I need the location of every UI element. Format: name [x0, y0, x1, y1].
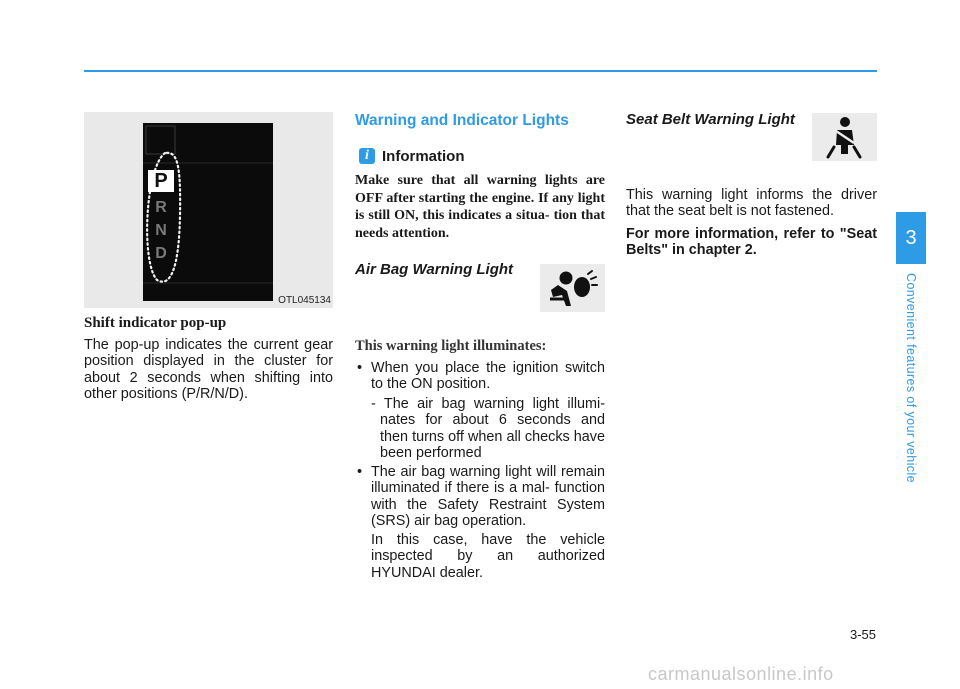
gear-p: P: [154, 170, 168, 192]
seatbelt-ref: For more information, refer to "Seat Belts" in chapter 2.: [626, 226, 877, 259]
shift-indicator-figure: [84, 112, 333, 308]
page-number: 3-55: [849, 627, 876, 642]
gear-r: R: [155, 199, 167, 216]
chapter-tab: 3: [896, 212, 926, 264]
airbag-heading: Air Bag Warning Light: [355, 261, 514, 278]
seatbelt-warning-icon: [812, 113, 877, 161]
sub-item-1: - The air bag warning light illumi- nates for about 6 seconds and then turns off when all checks have been performed: [371, 396, 605, 462]
gear-d: D: [155, 245, 167, 262]
caption-title: Shift indicator pop-up: [84, 315, 227, 331]
info-icon: i: [359, 148, 375, 164]
watermark: carmanualsonline.info: [648, 664, 834, 684]
seatbelt-heading: Seat Belt Warning Light: [626, 111, 795, 128]
gear-n: N: [155, 222, 167, 239]
chapter-title: Convenient features of your vehicle: [904, 273, 918, 483]
caption-body: The pop-up indicates the current gear position displayed in the cluster for about 2 seconds when shifting into other positions (P/R/N/D).: [84, 337, 333, 403]
bullet-2-continued: In this case, have the vehicle inspected by an authorized HYUNDAI dealer.: [371, 532, 605, 581]
bullet-dot-1: •: [357, 360, 363, 376]
figure-code: OTL045134: [278, 295, 331, 306]
illuminates-heading: This warning light illuminates:: [355, 338, 547, 354]
airbag-warning-icon: [540, 264, 605, 312]
bullet-2: The air bag warning light will remain illuminated if there is a mal- function with the Safety Restraint System (SRS) air bag operation.: [371, 464, 605, 530]
bullet-1: When you place the ignition switch to the ON position.: [371, 360, 605, 393]
info-title: Information: [382, 148, 465, 165]
section-title: Warning and Indicator Lights: [355, 112, 569, 129]
bullet-dot-2: •: [357, 464, 363, 480]
info-body: Make sure that all warning lights are OFF after starting the engine. If any light is still ON, this indicates a situa- tion that needs attention.: [355, 173, 605, 241]
seatbelt-body: This warning light informs the driver that the seat belt is not fastened.: [626, 187, 877, 220]
cluster-display: [143, 123, 273, 301]
top-rule: [84, 70, 877, 72]
